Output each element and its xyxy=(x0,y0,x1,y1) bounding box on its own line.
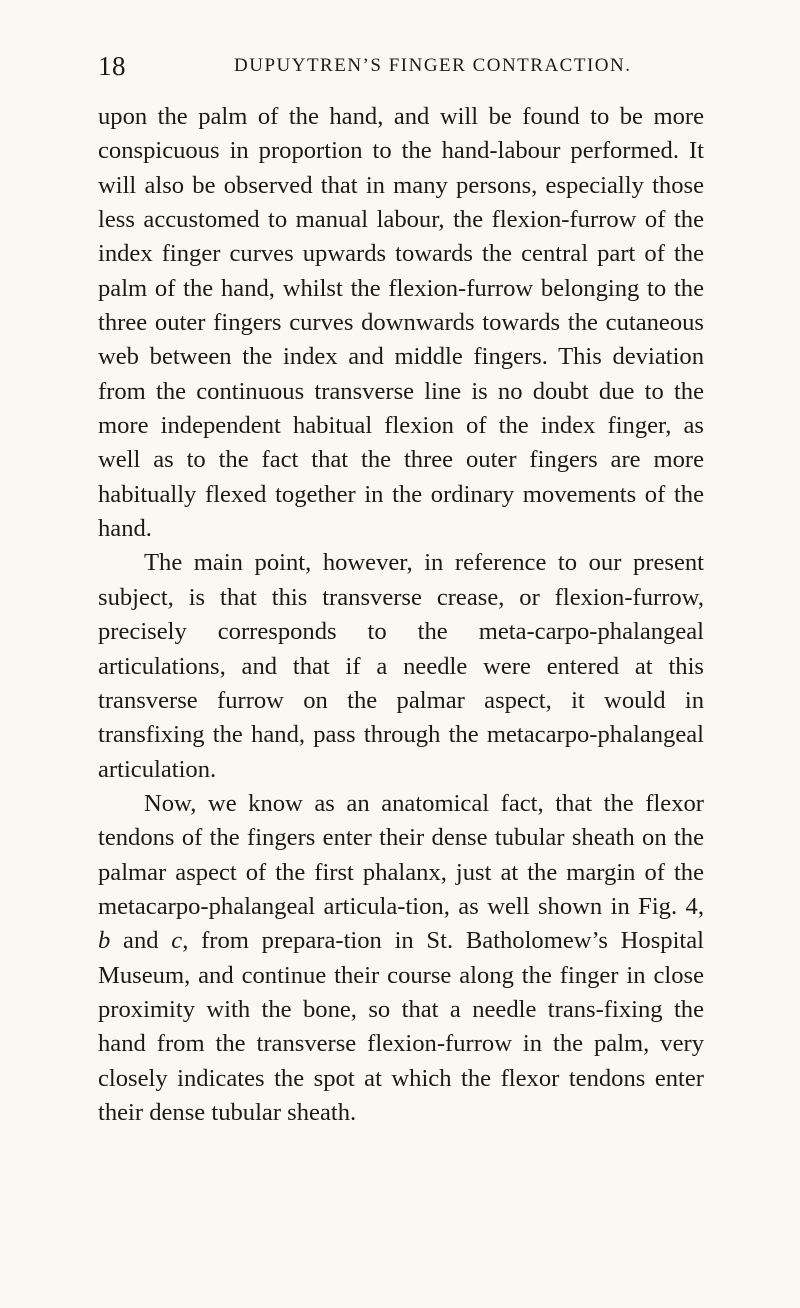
paragraph-2: The main point, however, in reference to our present subject, is that this transverse crease, or flexion-furrow, precisely corresponds to the meta-carpo-phalangeal articulations, and that if a needle were entered at this transverse furrow on the palmar aspect, it would in transfixing the hand, pass through the metacarpo-phalangeal articulation. xyxy=(98,549,704,783)
paragraph-3-text-c: , from prepara-tion in St. Batholomew’s Hospital Museum, and continue their course along the finger in close proximity with the bone, so that a needle trans-fixing the hand from the transverse flexion-furrow in the palm, very closely indicates the spot at which the flexor tendons enter their dense tubular sheath. xyxy=(98,927,705,1126)
figure-ref-c: c xyxy=(171,927,183,955)
paragraph-3 xyxy=(98,787,704,1130)
body-text xyxy=(98,100,704,1130)
figure-ref-b: b xyxy=(98,927,111,955)
paragraph-3-text-b: and xyxy=(110,927,172,955)
paragraph-1: upon the palm of the hand, and will be found to be more conspicuous in proportion to the hand-labour performed. It will also be observed that in many persons, especially those less accustomed to manual labour, the flexion-furrow of the index finger curves upwards towards the central part of the palm of the hand, whilst the flexion-furrow belonging to the three outer fingers curves downwards towards the cutaneous web between the index and middle fingers. This deviation from the continuous transverse line is no doubt due to the more independent habitual flexion of the index finger, as well as to the fact that the three outer fingers are more habitually flexed together in the ordinary movements of the hand. xyxy=(98,103,704,543)
paragraph-3-text-a: Now, we know as an anatomical fact, that the flexor tendons of the fingers enter their dense tubular sheath on the palmar aspect of the first phalanx, just at the margin of the metacarpo-phalangeal articula-tion, as well shown in Fig. 4, xyxy=(98,789,704,920)
running-title: DUPUYTREN’S FINGER CONTRACTION. xyxy=(234,55,632,76)
page-number: 18 xyxy=(98,51,126,81)
page-header xyxy=(98,48,704,88)
